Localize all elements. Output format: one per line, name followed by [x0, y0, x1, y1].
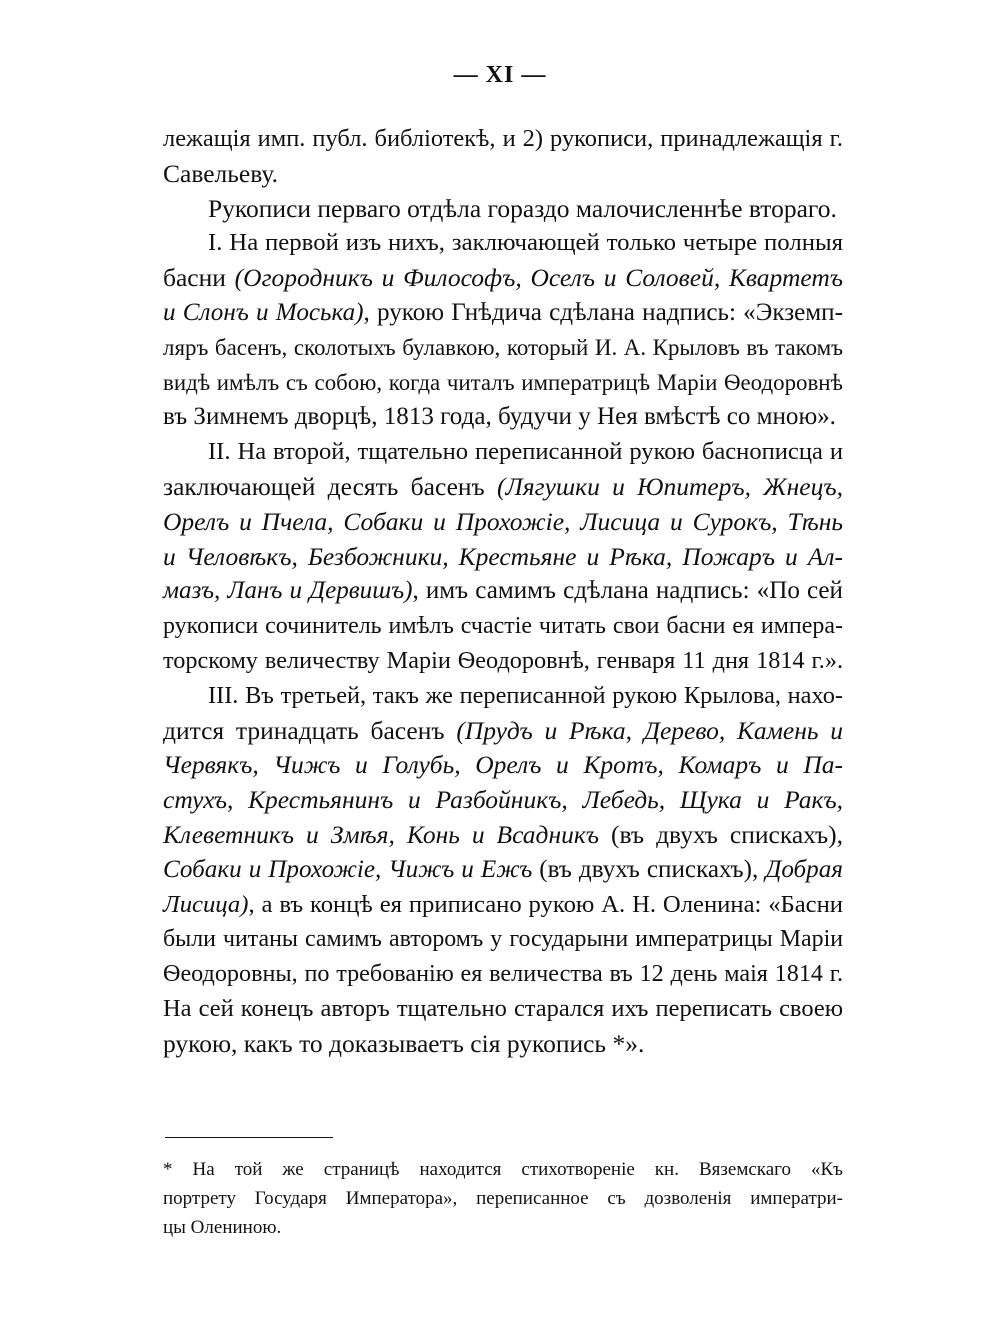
body-line	[163, 888, 843, 923]
footnote-line: портрету Государя Императора», переписанное съ дозволенія императри-	[163, 1188, 843, 1209]
footnote-line: цы Олениною.	[163, 1217, 282, 1238]
body-line: I. На первой изъ нихъ, заключающей только четыре полныя	[208, 229, 843, 257]
body-line	[163, 261, 843, 296]
body-line	[163, 540, 843, 575]
body-italic-title: Собаки и Прохожіе, Чижъ и Ежъ	[163, 855, 533, 883]
body-italic-title: и Слонъ и Моська)	[163, 298, 364, 326]
page-number-header: — XI —	[453, 62, 547, 88]
body-line: III. Въ третьей, такъ же переписанной рукою Крылова, нахо-	[208, 681, 843, 709]
body-italic-title: (Прудъ и Рѣка, Дерево, Камень и	[456, 715, 843, 745]
body-text-segment: , а въ концѣ ея приписано рукою А. Н. Оленина: «Басни	[248, 890, 843, 918]
body-text	[163, 122, 843, 1062]
body-line	[163, 748, 843, 783]
body-line	[163, 818, 843, 853]
body-italic-title: (Огородникъ и Философъ, Оселъ и Соловей, Квартетъ	[234, 263, 843, 293]
footnote-line: * На той же страницѣ находится стихотвореніе кн. Вяземскаго «Къ	[163, 1159, 843, 1180]
body-line	[163, 574, 843, 609]
body-line: лежащія имп. публ. библіотекѣ, и 2) рукописи, принадлежащія г.	[163, 125, 843, 152]
footnote-rule	[165, 1137, 333, 1138]
body-text-segment: (въ двухъ спискахъ),	[599, 819, 843, 849]
body-line	[163, 853, 843, 888]
body-italic-title: Добрая	[765, 855, 843, 883]
body-italic-title: и Человѣкъ, Безбожники, Крестьяне и Рѣка, Пожаръ и Ал-	[163, 541, 843, 571]
body-line: ляръ басенъ, сколотыхъ булавкою, который И. А. Крыловъ въ такомъ	[163, 334, 843, 360]
body-line	[163, 470, 843, 505]
body-line: Савельеву.	[163, 158, 278, 188]
body-text-segment: , имъ самимъ сдѣлана надпись: «По сей	[412, 577, 843, 605]
body-line	[163, 296, 843, 331]
body-line	[163, 714, 843, 749]
body-italic-title: (Лягушки и Юпитеръ, Жнецъ,	[497, 471, 843, 501]
body-line: Рукописи перваго отдѣла гораздо малочисленнѣе втораго.	[208, 193, 837, 223]
body-line: На сей конецъ авторъ тщательно старался ихъ переписать своею	[163, 994, 843, 1022]
body-line: Ѳеодоровны, по требованію ея величества въ 12 день маія 1814 г.	[163, 960, 843, 988]
body-italic-title: мазъ, Ланъ и Дервишъ)	[163, 577, 413, 605]
body-italic-title: Червякъ, Чижъ и Голубь, Орелъ и Кротъ, Комаръ и Па-	[163, 750, 843, 780]
body-line: торскому величеству Маріи Ѳеодоровнѣ, генваря 11 дня 1814 г.».	[163, 646, 843, 674]
body-line: въ Зимнемъ дворцѣ, 1813 года, будучи у Нея вмѣстѣ со мною».	[163, 403, 836, 431]
body-text-segment: басни	[163, 263, 235, 293]
body-line	[163, 783, 843, 818]
body-italic-title: Орелъ и Пчела, Собаки и Прохожіе, Лисица и Сурокъ, Тѣнь	[163, 506, 843, 536]
body-italic-title: Клеветникъ и Змѣя, Конь и Всадникъ	[163, 819, 600, 849]
body-text-segment: дится тринадцать басенъ	[163, 715, 457, 745]
body-line	[163, 505, 843, 540]
body-line: были читаны самимъ авторомъ у государыни императрицы Маріи	[163, 926, 843, 953]
body-italic-title: стухъ, Крестьянинъ и Разбойникъ, Лебедь, Щука и Ракъ,	[163, 785, 843, 815]
body-text-segment: , рукою Гнѣдича сдѣлана надпись: «Экземп-	[363, 298, 843, 326]
body-italic-title: Лисица)	[163, 890, 249, 918]
body-line: II. На второй, тщательно переписанной рукою баснописца и	[208, 438, 843, 466]
footnotes	[163, 1155, 843, 1242]
body-text-segment: (въ двухъ спискахъ),	[532, 855, 766, 883]
body-text-segment: заключающей десять басенъ	[163, 471, 498, 501]
body-line: видѣ имѣлъ съ собою, когда читалъ императрицѣ Маріи Ѳеодоровнѣ	[163, 369, 843, 395]
body-line: рукою, какъ то доказываетъ сія рукопись *».	[163, 1028, 645, 1058]
body-line: рукописи сочинитель имѣлъ счастіе читать свои басни ея импера-	[163, 613, 843, 640]
